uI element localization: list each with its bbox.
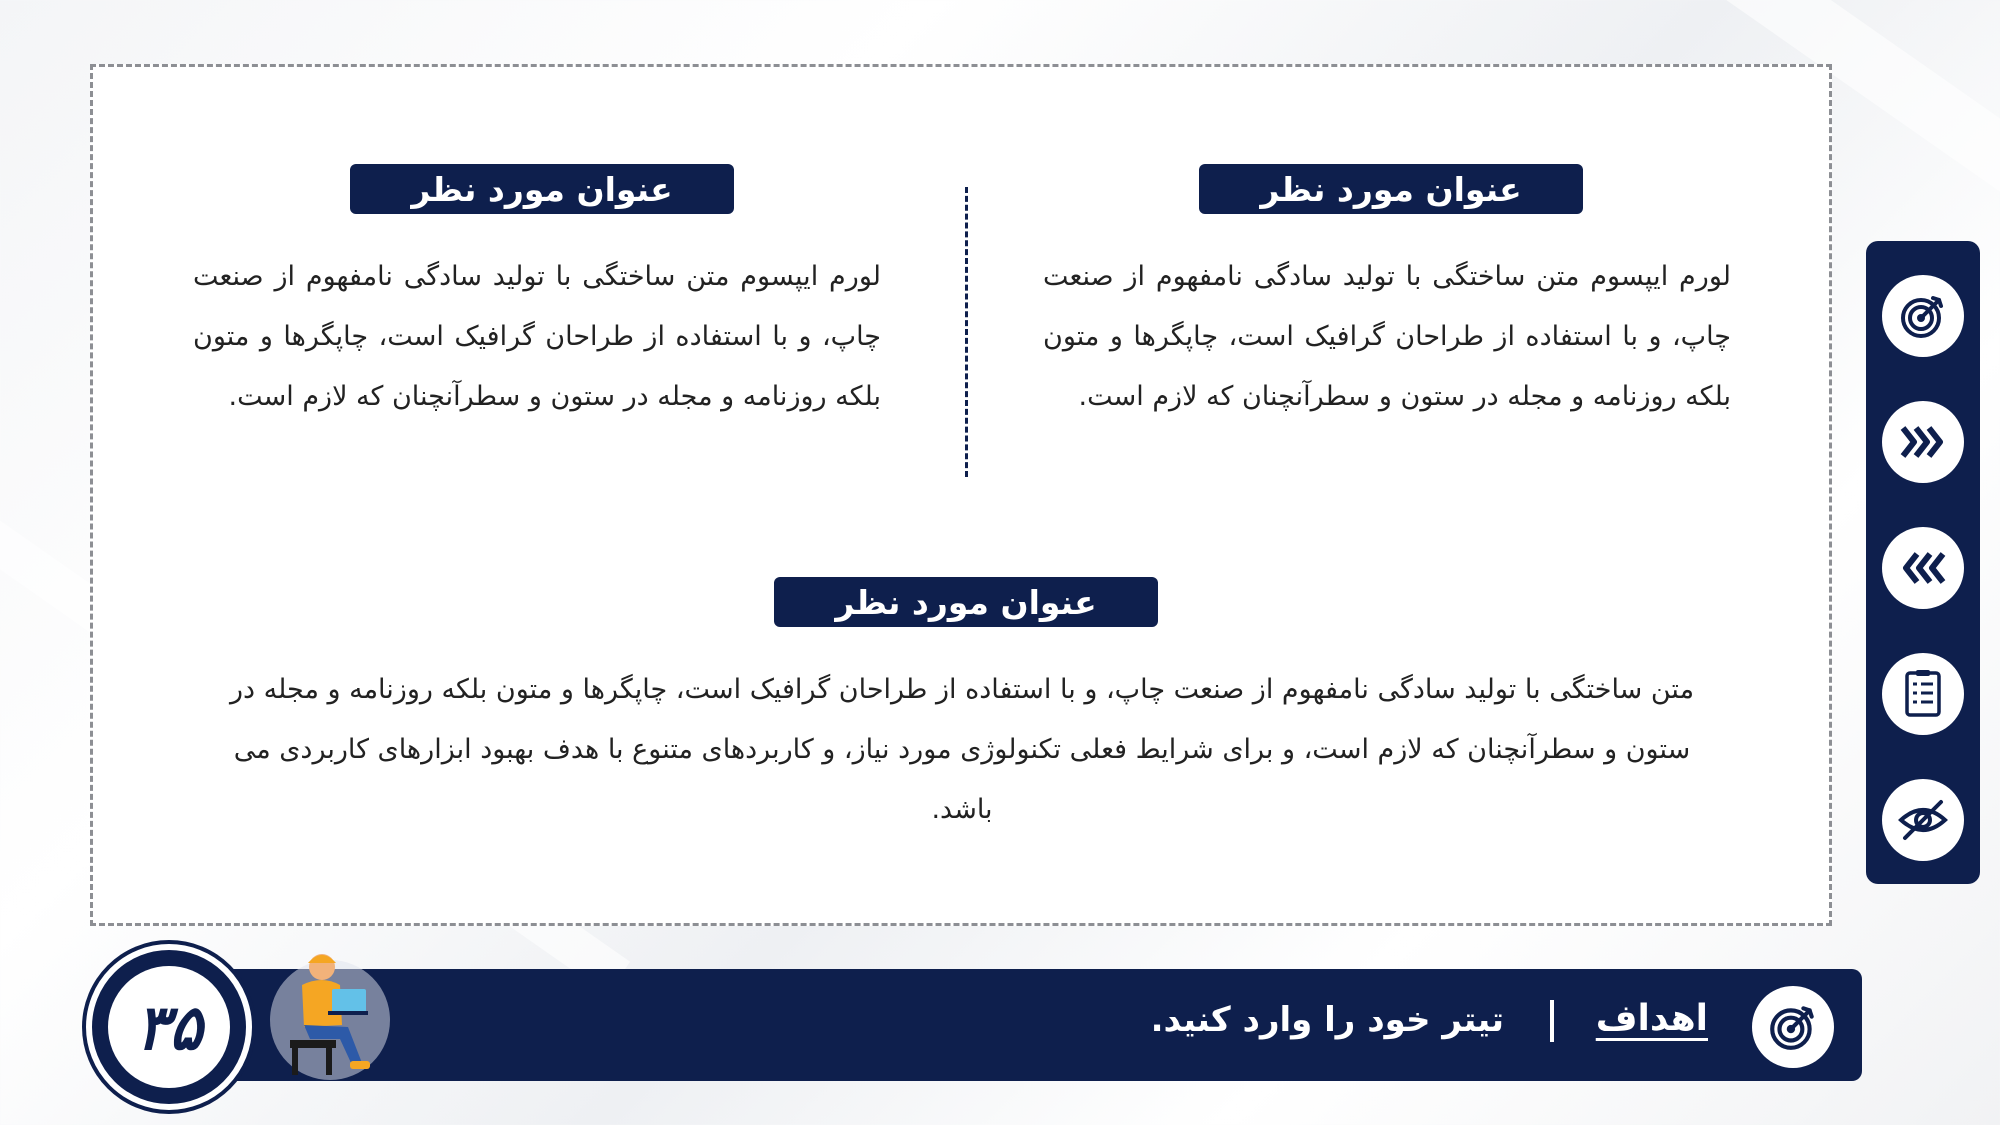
- sidebar: [1866, 241, 1980, 884]
- section-body-bottom: متن ساختگی با تولید سادگی نامفهوم از صنعت چاپ، و با استفاده از طراحان گرافیک است، چاپگرها و متون بلکه روزنامه و مجله در ستون و سطرآنچنان که لازم است، و برای شرایط فعلی تکنولوژی مورد نیاز، و کاربردهای متنوع با هدف بهبود ابزارهای کاربردی می باشد.: [229, 674, 1695, 825]
- page-number-badge: [86, 944, 252, 1110]
- column-divider: [965, 187, 968, 477]
- section-body-top-right: لورم ایپسوم متن ساختگی با تولید سادگی نامفهوم از صنعت چاپ، و با استفاده از طراحان گرافیک است، چاپگرها و متون بلکه روزنامه و مجله در ستون و سطرآنچنان که لازم است.: [1043, 261, 1731, 412]
- sidebar-button-target[interactable]: [1882, 275, 1964, 357]
- person-laptop-illustration: [270, 945, 410, 1080]
- sidebar-button-next[interactable]: [1882, 401, 1964, 483]
- section-title-bottom: عنوان مورد نظر: [774, 577, 1158, 627]
- section-title-top-right: عنوان مورد نظر: [1199, 164, 1583, 214]
- footer-separator: [1550, 1000, 1554, 1042]
- page-number: ۳۵: [108, 966, 230, 1088]
- chevrons-right-icon: [1897, 416, 1949, 468]
- sidebar-button-hide[interactable]: [1882, 779, 1964, 861]
- target-icon: [1897, 290, 1949, 342]
- section-title-top-left: عنوان مورد نظر: [350, 164, 734, 214]
- target-icon: [1766, 1000, 1820, 1054]
- content-card: [90, 64, 1832, 926]
- sidebar-button-checklist[interactable]: [1882, 653, 1964, 735]
- chevrons-left-icon: [1897, 542, 1949, 594]
- checklist-icon: [1897, 668, 1949, 720]
- footer-subtitle: تیتر خود را وارد کنید.: [1150, 1000, 1504, 1040]
- footer-target-badge: [1752, 986, 1834, 1068]
- footer-title: اهداف: [1595, 998, 1708, 1039]
- section-body-top-left: لورم ایپسوم متن ساختگی با تولید سادگی نامفهوم از صنعت چاپ، و با استفاده از طراحان گرافیک است، چاپگرها و متون بلکه روزنامه و مجله در ستون و سطرآنچنان که لازم است.: [193, 261, 881, 412]
- eye-off-icon: [1897, 794, 1949, 846]
- sidebar-button-previous[interactable]: [1882, 527, 1964, 609]
